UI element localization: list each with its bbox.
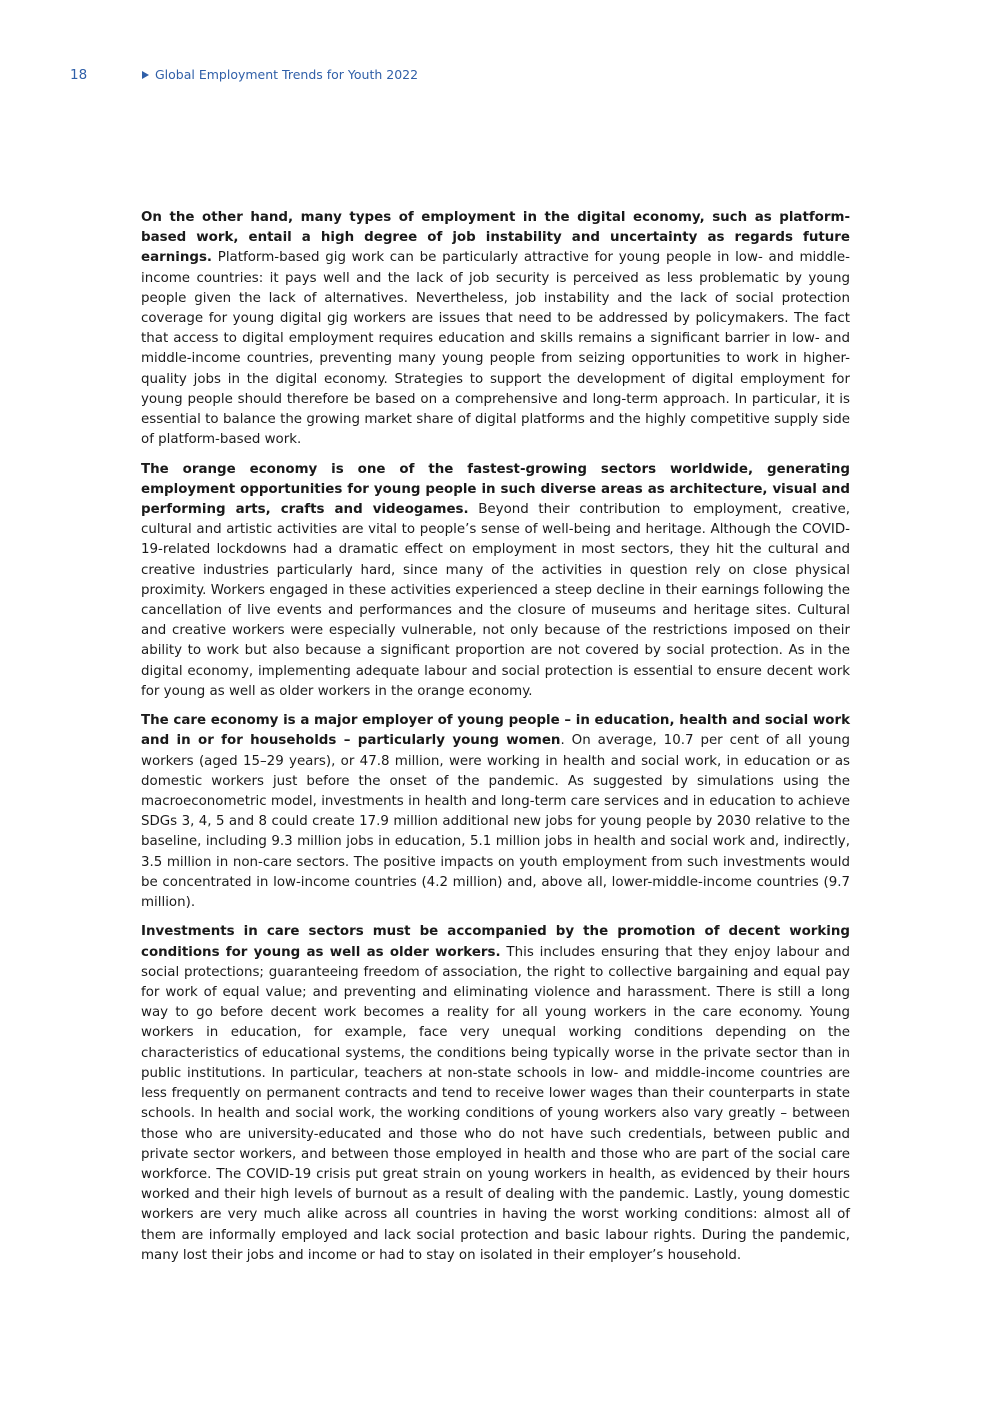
paragraph-lead: The orange economy is one of the fastest-growing sectors worldwide, generating employment opportunities for young people in such diverse areas as architecture, visual and performing arts, crafts and videogames. — [141, 461, 850, 518]
paragraph-body: Platform-based gig work can be particularly attractive for young people in low- and middle-income countries: it pays well and the lack of job security is perceived as less problematic by young people given the lack of alternatives. Nevertheless, job instability and the lack of social protection coverage for young digital gig workers are issues that need to be addressed by policymakers. The fact that access to digital employment requires education and skills remains a significant barrier in low- and middle-income countries, preventing many young people from seizing opportunities to work in higher-quality jobs in the digital economy. Strategies to support the development of digital employment for young people should therefore be based on a comprehensive and long-term approach. In particular, it is essential to balance the growing market share of digital platforms and the highly competitive supply side of platform-based work. — [141, 250, 850, 448]
paragraph-body: . On average, 10.7 per cent of all young workers (aged 15–29 years), or 47.8 million, were working in health and social work, in education or as domestic workers just before the onset of the pandemic. As suggested by simulations using the macroeconometric model, investments in health and long-term care services and in education to achieve SDGs 3, 4, 5 and 8 could create 17.9 million additional new jobs for young people by 2030 relative to the baseline, including 9.3 million jobs in education, 5.1 million jobs in health and social work and, indirectly, 3.5 million in non-care sectors. The positive impacts on youth employment from such investments would be concentrated in low-income countries (4.2 million) and, above all, lower-middle-income countries (9.7 million). — [141, 733, 850, 911]
paragraph-orange-economy — [141, 460, 850, 702]
page-number: 18 — [70, 67, 88, 83]
paragraph-lead: The care economy is a major employer of young people – in education, health and social work and in or for households – particularly young women — [141, 713, 850, 749]
paragraph-lead: Investments in care sectors must be accompanied by the promotion of decent working conditions for young as well as older workers. — [141, 924, 850, 960]
paragraph-digital-economy — [141, 208, 850, 450]
paragraph-body: Beyond their contribution to employment, creative, cultural and artistic activities are vital to people’s sense of well-being and heritage. Although the COVID-19-related lockdowns had a dramatic effect on employment in most sectors, they hit the cultural and creative industries particularly hard, since many of the activities in question rely on close physical proximity. Workers engaged in these activities experienced a steep decline in their earnings following the cancellation of live events and performances and the closure of museums and heritage sites. Cultural and creative workers were especially vulnerable, not only because of the restrictions imposed on their ability to work but also because a significant proportion are not covered by social protection. As in the digital economy, implementing adequate labour and social protection is essential to ensure decent work for young as well as older workers in the orange economy. — [141, 502, 850, 699]
triangle-right-icon — [142, 71, 149, 79]
paragraph-care-investments — [141, 922, 850, 1265]
paragraph-care-economy — [141, 711, 850, 913]
paragraph-lead: On the other hand, many types of employment in the digital economy, such as platform-based work, entail a high degree of job instability and uncertainty as regards future earnings. — [141, 210, 850, 266]
main-text — [141, 208, 850, 1275]
running-header — [142, 67, 418, 82]
paragraph-body: This includes ensuring that they enjoy labour and social protections; guaranteeing freedom of association, the right to collective bargaining and equal pay for work of equal value; and preventing and eliminating violence and harassment. There is still a long way to go before decent work becomes a reality for all young workers in the care economy. Young workers in education, for example, face very unequal working conditions depending on the characteristics of educational systems, the conditions being typically worse in the private sector than in public institutions. In particular, teachers at non-state schools in low- and middle-income countries are less frequently on permanent contracts and tend to receive lower wages than their counterparts in state schools. In health and social work, the working conditions of young workers also vary greatly – between those who are university-educated and those who do not have such credentials, between public and private sector workers, and between those employed in health and those who are part of the social care workforce. The COVID-19 crisis put great strain on young workers in health, as evidenced by their hours worked and their high levels of burnout as a result of dealing with the pandemic. Lastly, young domestic workers are very much alike across all countries in having the worst working conditions: almost all of them are informally employed and lack social protection and basic labour rights. During the pandemic, many lost their jobs and income or had to stay on isolated in their employer’s household. — [141, 944, 850, 1263]
publication-title: Global Employment Trends for Youth 2022 — [155, 67, 419, 82]
